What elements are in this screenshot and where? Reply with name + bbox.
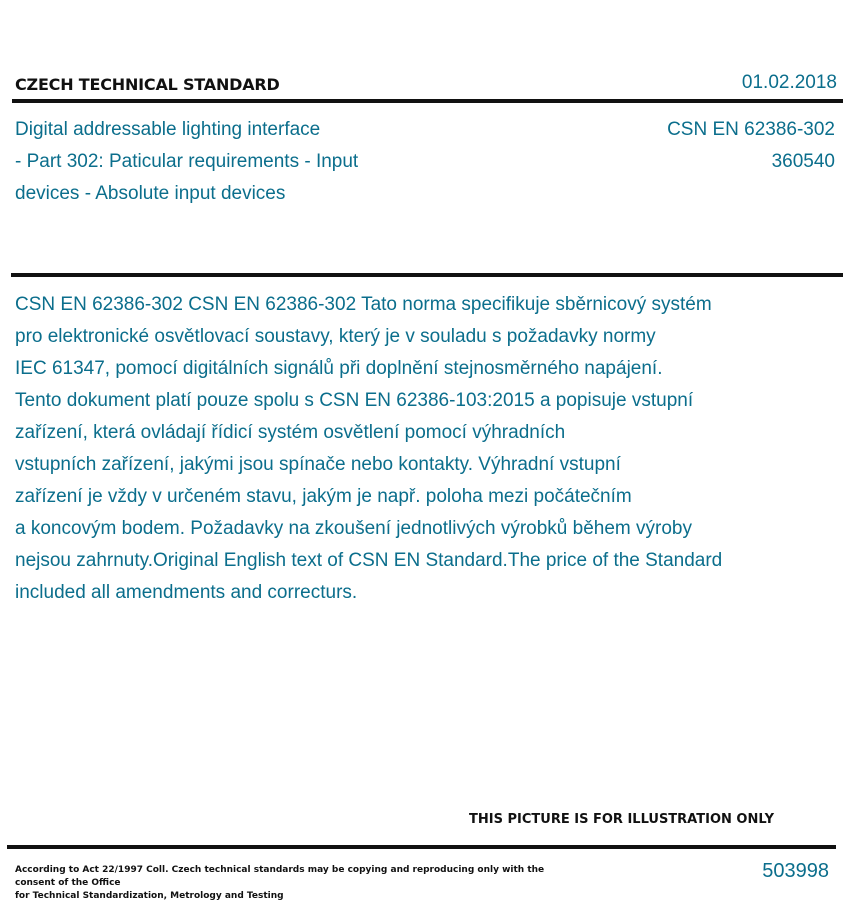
legal-line: for Technical Standardization, Metrology and Testing: [15, 891, 284, 901]
publication-date: 01.02.2018: [741, 72, 837, 93]
document-number: 503998: [762, 860, 829, 882]
header-divider: [12, 99, 843, 103]
standard-code: CSN EN 62386-302: [667, 119, 835, 140]
title-line: devices - Absolute input devices: [15, 183, 286, 204]
legal-notice: [15, 864, 575, 903]
title-line: Digital addressable lighting interface: [15, 119, 321, 140]
catalog-number: 360540: [771, 151, 835, 172]
standard-title: [15, 114, 435, 210]
legal-line: According to Act 22/1997 Coll. Czech technical standards may be copying and reproducing only with the consent of the Office: [15, 865, 545, 888]
footer-divider: [7, 845, 836, 849]
section-divider: [11, 273, 843, 277]
title-line: - Part 302: Paticular requirements - Input: [15, 151, 359, 172]
standard-description: CSN EN 62386-302 CSN EN 62386-302 Tato norma specifikuje sběrnicový systém pro elektronické osvětlovací soustavy, který je v souladu s požadavky normy IEC 61347, pomocí digitálních signálů při doplnění stejnosměrného napájení. Tento dokument platí pouze spolu s CSN EN 62386-103:2015 a popisuje vstupní zařízení, která ovládají řídicí systém osvětlení pomocí výhradních vstupních zařízení, jakými jsou spínače nebo kontakty. Výhradní vstupní zařízení je vždy v určeném stavu, jakým je např. poloha mezi počátečním a koncovým bodem. Požadavky na zkoušení jednotlivých výrobků během výroby nejsou zahrnuty.Original English text of CSN EN Standard.The price of the Standard included all amendments and correcturs.: [15, 294, 723, 603]
standard-identifiers: [667, 114, 835, 178]
document-type-label: CZECH TECHNICAL STANDARD: [15, 75, 280, 94]
illustration-note: THIS PICTURE IS FOR ILLUSTRATION ONLY: [469, 812, 774, 827]
